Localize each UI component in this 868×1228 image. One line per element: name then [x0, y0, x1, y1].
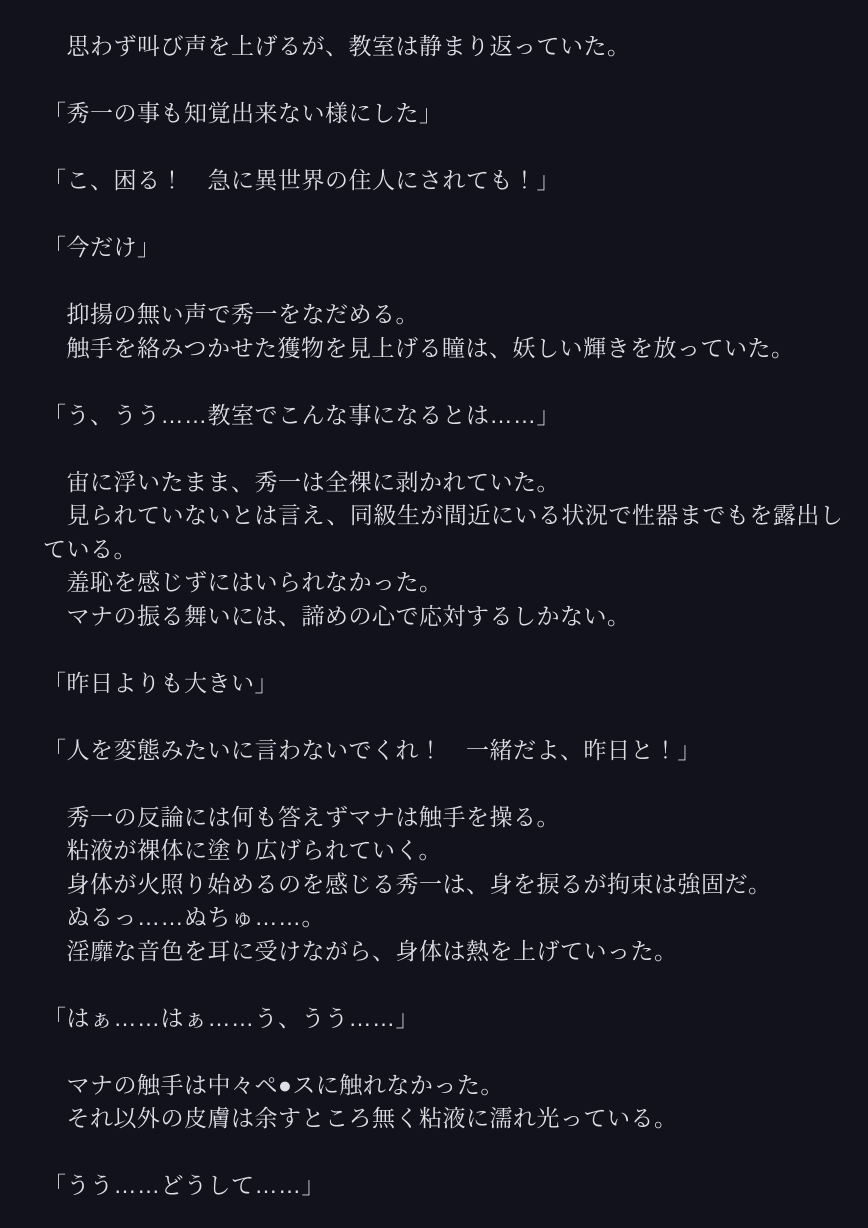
narration-line: 淫靡な音色を耳に受けながら、身体は熱を上げていった。	[43, 937, 678, 964]
paragraph-block	[43, 164, 862, 198]
narration-line: 身体が火照り始めるのを感じる秀一は、身を捩るが拘束は強固だ。	[43, 870, 772, 897]
paragraph-block	[43, 399, 862, 433]
dialogue-line: 「昨日よりも大きい」	[43, 669, 278, 696]
narration-line: 見られていないとは言え、同級生が間近にいる状況で性器までもを露出し	[43, 502, 844, 528]
narration-line: マナの触手は中々ペ●スに触れなかった。	[43, 1071, 504, 1098]
narration-line: ぬるっ……ぬちゅ……。	[43, 904, 325, 930]
paragraph-block	[43, 30, 862, 64]
paragraph-block	[43, 667, 862, 701]
narration-line: 思わず叫び声を上げるが、教室は静まり返っていた。	[43, 33, 631, 59]
paragraph-block	[43, 97, 862, 131]
paragraph-block	[43, 231, 862, 265]
narration-line: 触手を絡みつかせた獲物を見上げる瞳は、妖しい輝きを放っていた。	[43, 334, 795, 361]
paragraph-block	[43, 1169, 862, 1203]
narration-line: 粘液が裸体に塗り広げられていく。	[43, 837, 443, 863]
narration-line: それ以外の皮膚は余すところ無く粘液に濡れ光っている。	[43, 1105, 678, 1131]
narration-line: 羞恥を感じずにはいられなかった。	[43, 569, 443, 595]
narration-line: 抑揚の無い声で秀一をなだめる。	[43, 301, 419, 327]
paragraph-block	[43, 801, 862, 969]
dialogue-line: 「う、うう……教室でこんな事になるとは……」	[43, 401, 560, 428]
dialogue-line: 「秀一の事も知覚出来ない様にした」	[43, 100, 443, 126]
narration-line: 秀一の反論には何も答えずマナは触手を操る。	[43, 803, 560, 830]
dialogue-line: 「人を変態みたいに言わないでくれ！ 一緒だよ、昨日と！」	[43, 736, 701, 763]
narration-line: ている。	[43, 535, 137, 562]
narration-line: 宙に浮いたまま、秀一は全裸に剥かれていた。	[43, 468, 560, 495]
paragraph-block	[43, 734, 862, 768]
paragraph-block	[43, 1069, 862, 1136]
narration-line: マナの振る舞いには、諦めの心で応対するしかない。	[43, 602, 631, 629]
dialogue-line: 「うう……どうして……」	[43, 1172, 325, 1198]
paragraph-block	[43, 466, 862, 634]
paragraph-block	[43, 298, 862, 365]
paragraph-block	[43, 1002, 862, 1036]
dialogue-line: 「はぁ……はぁ……う、うう……」	[43, 1004, 419, 1031]
dialogue-line: 「こ、困る！ 急に異世界の住人にされても！」	[43, 167, 560, 193]
dialogue-line: 「今だけ」	[43, 234, 161, 260]
